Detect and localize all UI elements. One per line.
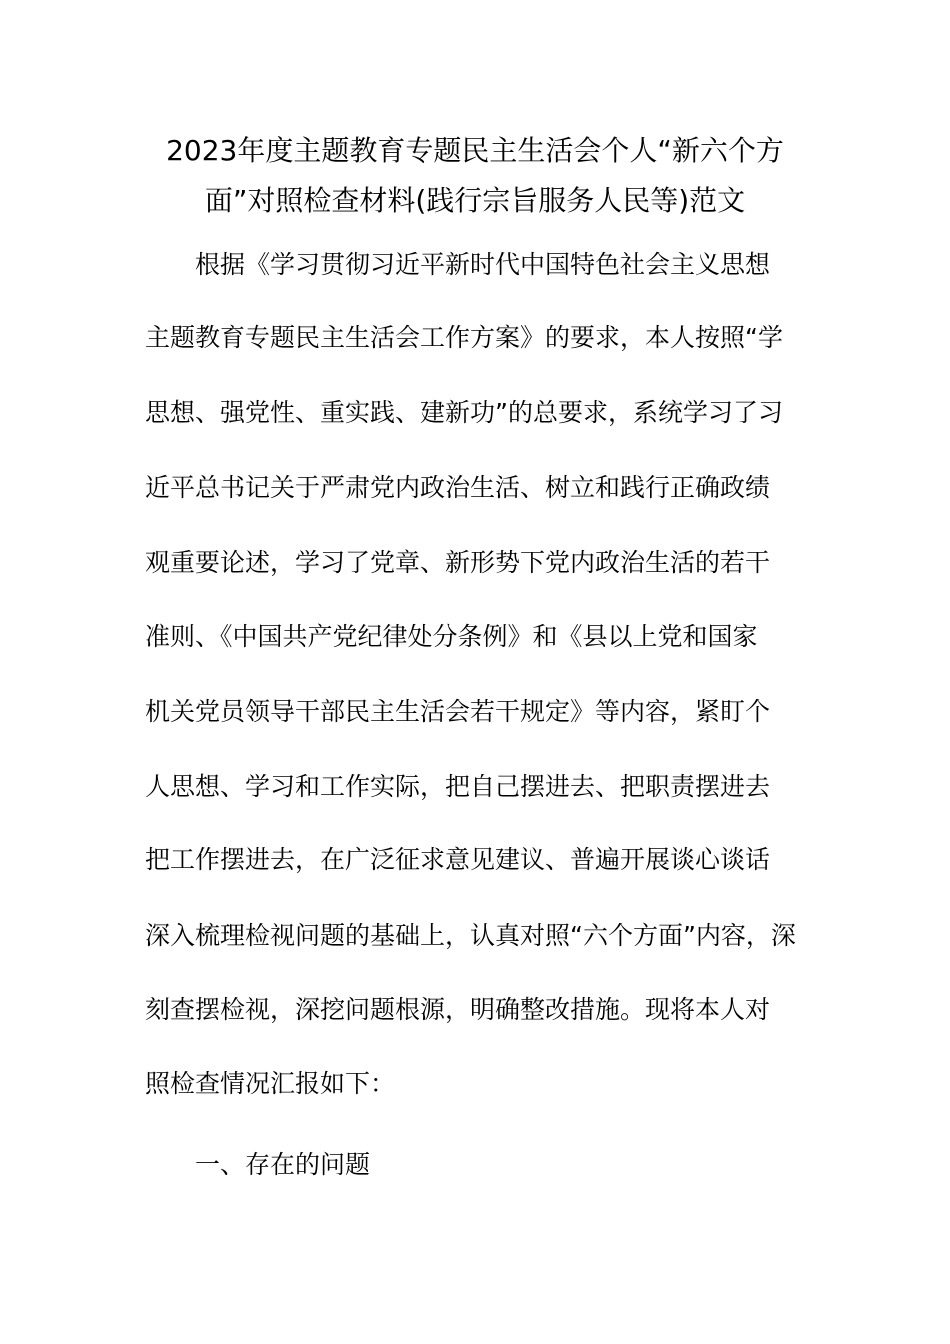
body-line-1: 根据《学习贯彻习近平新时代中国特色社会主义思想 (195, 250, 771, 279)
body-line-4: 近平总书记关于严肃党内政治生活、树立和践行正确政绩 (145, 473, 771, 502)
body-line-8: 人思想、学习和工作实际，把自己摆进去、把职责摆进去 (145, 772, 771, 801)
body-line-7: 机关党员领导干部民主生活会若干规定》等内容，紧盯个 (145, 697, 771, 726)
document-title-line-2: 面”对照检查材料(践行宗旨服务人民等)范文 (204, 184, 746, 217)
body-line-10: 深入梳理检视问题的基础上，认真对照“六个方面”内容，深 (145, 921, 796, 950)
body-line-9: 把工作摆进去，在广泛征求意见建议、普遍开展谈心谈话 (145, 845, 771, 874)
document-title-line-1: 2023年度主题教育专题民主生活会个人“新六个方 (166, 134, 784, 167)
body-line-3: 思想、强党性、重实践、建新功”的总要求，系统学习了习 (145, 398, 783, 427)
body-line-12: 照检查情况汇报如下： (145, 1069, 396, 1098)
body-line-11: 刻查摆检视，深挖问题根源，明确整改措施。现将本人对 (145, 995, 771, 1024)
body-line-5: 观重要论述，学习了党章、新形势下党内政治生活的若干 (145, 548, 771, 577)
body-line-6: 准则、《中国共产党纪律处分条例》和《县以上党和国家 (145, 622, 758, 651)
body-line-2: 主题教育专题民主生活会工作方案》的要求，本人按照“学 (145, 323, 783, 352)
section-heading: 一、存在的问题 (195, 1150, 371, 1179)
